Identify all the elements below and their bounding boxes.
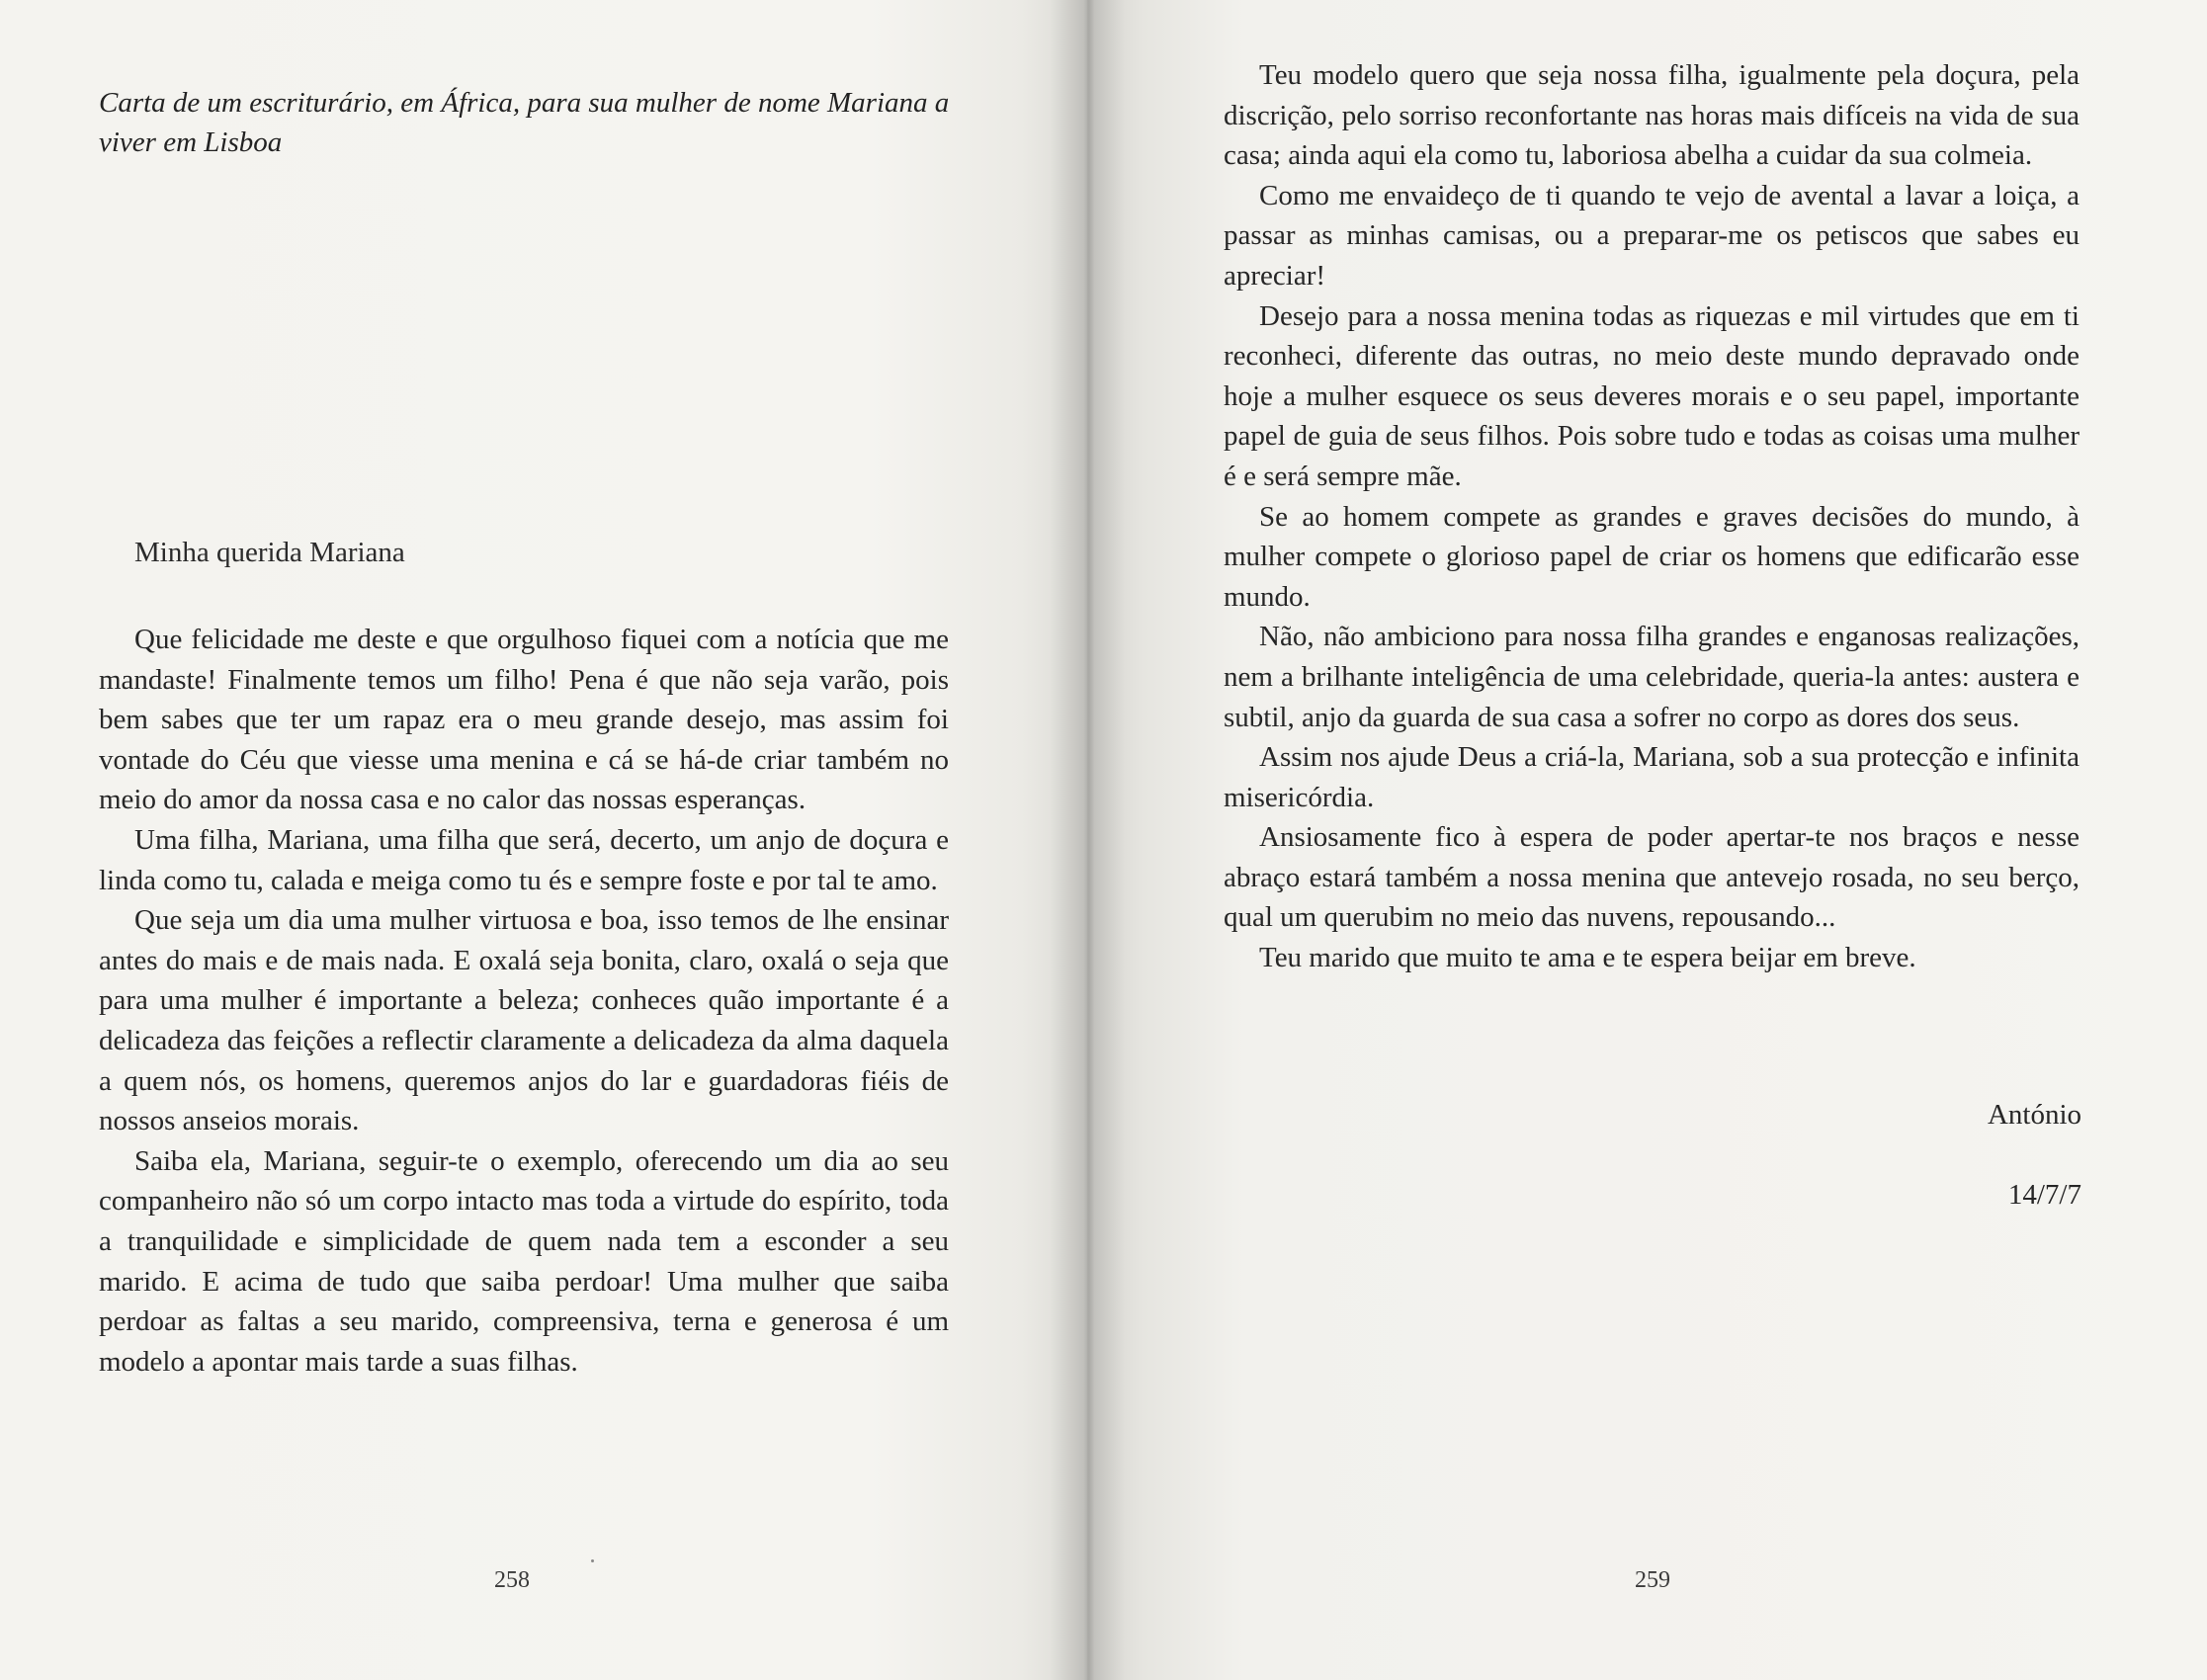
paragraph: Assim nos ajude Deus a criá-la, Mariana, sob a sua protecção e infinita misericórdia.	[1224, 741, 2080, 813]
paragraph: Se ao homem compete as grandes e graves decisões do mundo, à mulher compete o glorioso papel de criar os homens que edificarão esse mundo.	[1224, 500, 2080, 613]
letter-date: 14/7/7	[2007, 1179, 2081, 1211]
salutation: Minha querida Mariana	[134, 537, 405, 568]
paragraph: Não, não ambiciono para nossa filha grandes e enganosas realizações, nem a brilhante inteligência de uma celebridade, queria-la antes: austera e subtil, anjo da guarda de sua casa a sofrer no corpo as dores dos seus.	[1224, 621, 2080, 733]
paragraph: Como me envaideço de ti quando te vejo de avental a lavar a loiça, a passar as minhas camisas, ou a preparar-me os petiscos que sabes eu apreciar!	[1224, 179, 2080, 292]
left-body-text	[99, 620, 949, 1382]
book-gutter-shadow	[1050, 0, 1125, 1680]
paragraph: Uma filha, Mariana, uma filha que será, decerto, um anjo de doçura e linda como tu, calada e meiga como tu és e sempre foste e por tal te amo.	[99, 823, 949, 896]
paragraph: Saiba ela, Mariana, seguir-te o exemplo, oferecendo um dia ao seu companheiro não só um corpo intacto mas toda a virtude do espírito, toda a tranquilidade e simplicidade de quem nada tem a esconder a seu marido. E acima de tudo que saiba perdoar! Uma mulher que saiba perdoar as faltas a seu marido, compreensiva, terna e generosa é um modelo a apontar mais tarde a suas filhas.	[99, 1144, 949, 1378]
signature: António	[1987, 1099, 2081, 1131]
left-page	[0, 0, 1087, 1680]
paragraph: Teu modelo quero que seja nossa filha, igualmente pela doçura, pela discrição, pelo sorriso reconfortante nas horas mais difíceis na vida de sua casa; ainda aqui ela como tu, laboriosa abelha a cuidar da sua colmeia.	[1224, 59, 2080, 172]
paragraph: Que seja um dia uma mulher virtuosa e boa, isso temos de lhe ensinar antes do mais e de mais nada. E oxalá seja bonita, claro, oxalá o seja que para uma mulher é importante a beleza; conheces quão importante é a delicadeza das feições a reflectir claramente a delicadeza da alma daquela a quem nós, os homens, queremos anjos do lar e guardadoras fiéis de nossos anseios morais.	[99, 904, 949, 1137]
paper-speck	[591, 1559, 594, 1562]
paragraph: Que felicidade me deste e que orgulhoso fiquei com a notícia que me mandaste! Finalmente temos um filho! Pena é que não seja varão, pois bem sabes que ter um rapaz era o meu grande desejo, mas assim foi vontade do Céu que viesse uma menina e cá se há-de criar também no meio do amor da nossa casa e no calor das nossas esperanças.	[99, 624, 949, 816]
right-body-text	[1224, 55, 2080, 978]
page-number-right: 259	[1635, 1567, 1670, 1593]
paragraph: Desejo para a nossa menina todas as riquezas e mil virtudes que em ti reconheci, diferente das outras, no meio deste mundo depravado onde hoje a mulher esquece os seus deveres morais e o seu papel, importante papel de guia de seus filhos. Pois sobre tudo e todas as coisas uma mulher é e será sempre mãe.	[1224, 299, 2080, 492]
page-number-left: 258	[494, 1567, 530, 1593]
paragraph: Teu marido que muito te ama e te espera beijar em breve.	[1259, 942, 1916, 974]
paragraph: Ansiosamente fico à espera de poder apertar-te nos braços e nesse abraço estará também a nossa menina que antevejo rosada, no seu berço, qual um querubim no meio das nuvens, repousando...	[1224, 821, 2080, 934]
letter-heading: Carta de um escriturário, em África, para sua mulher de nome Mariana a viver em Lisboa	[99, 87, 950, 158]
